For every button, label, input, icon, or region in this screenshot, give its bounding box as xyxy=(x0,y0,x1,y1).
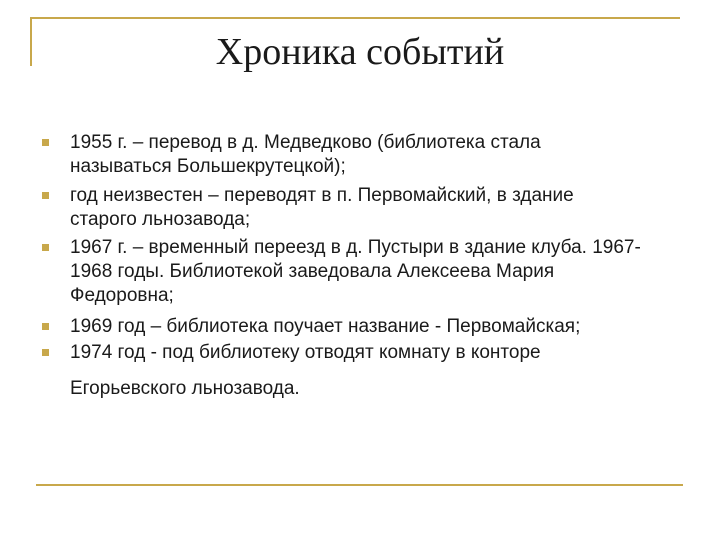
list-item-line: старого льнозавода; xyxy=(70,209,251,230)
list-item-line: 1967 г. – временный переезд в д. Пустыри в здание клуба. 1967- xyxy=(70,237,641,258)
list-item xyxy=(70,315,695,339)
list-item xyxy=(70,131,695,179)
square-bullet-icon xyxy=(42,192,49,199)
slide-title: Хроника событий xyxy=(215,31,505,73)
list-item xyxy=(70,184,695,232)
frame-bottom-line xyxy=(36,484,683,486)
list-item-line: 1968 годы. Библиотекой заведовала Алексеева Мария xyxy=(70,261,555,282)
square-bullet-icon xyxy=(42,139,49,146)
list-item-line: 1974 год - под библиотеку отводят комнату в конторе xyxy=(70,342,541,363)
list-item-line: называться Большекрутецкой); xyxy=(70,156,346,177)
square-bullet-icon xyxy=(42,349,49,356)
list-item-line: 1955 г. – перевод в д. Медведково (библиотека стала xyxy=(70,132,541,153)
list-item-line: год неизвестен – переводят в п. Первомайский, в здание xyxy=(70,185,574,206)
square-bullet-icon xyxy=(42,323,49,330)
list-item-line: 1969 год – библиотека поучает название - Первомайская; xyxy=(70,316,581,337)
list-item xyxy=(70,236,695,308)
list-continuation-text: Егорьевского льнозавода. xyxy=(70,378,300,399)
square-bullet-icon xyxy=(42,244,49,251)
list-item xyxy=(70,341,695,365)
frame-top-line xyxy=(30,17,680,19)
list-item-line: Федоровна; xyxy=(70,285,174,306)
